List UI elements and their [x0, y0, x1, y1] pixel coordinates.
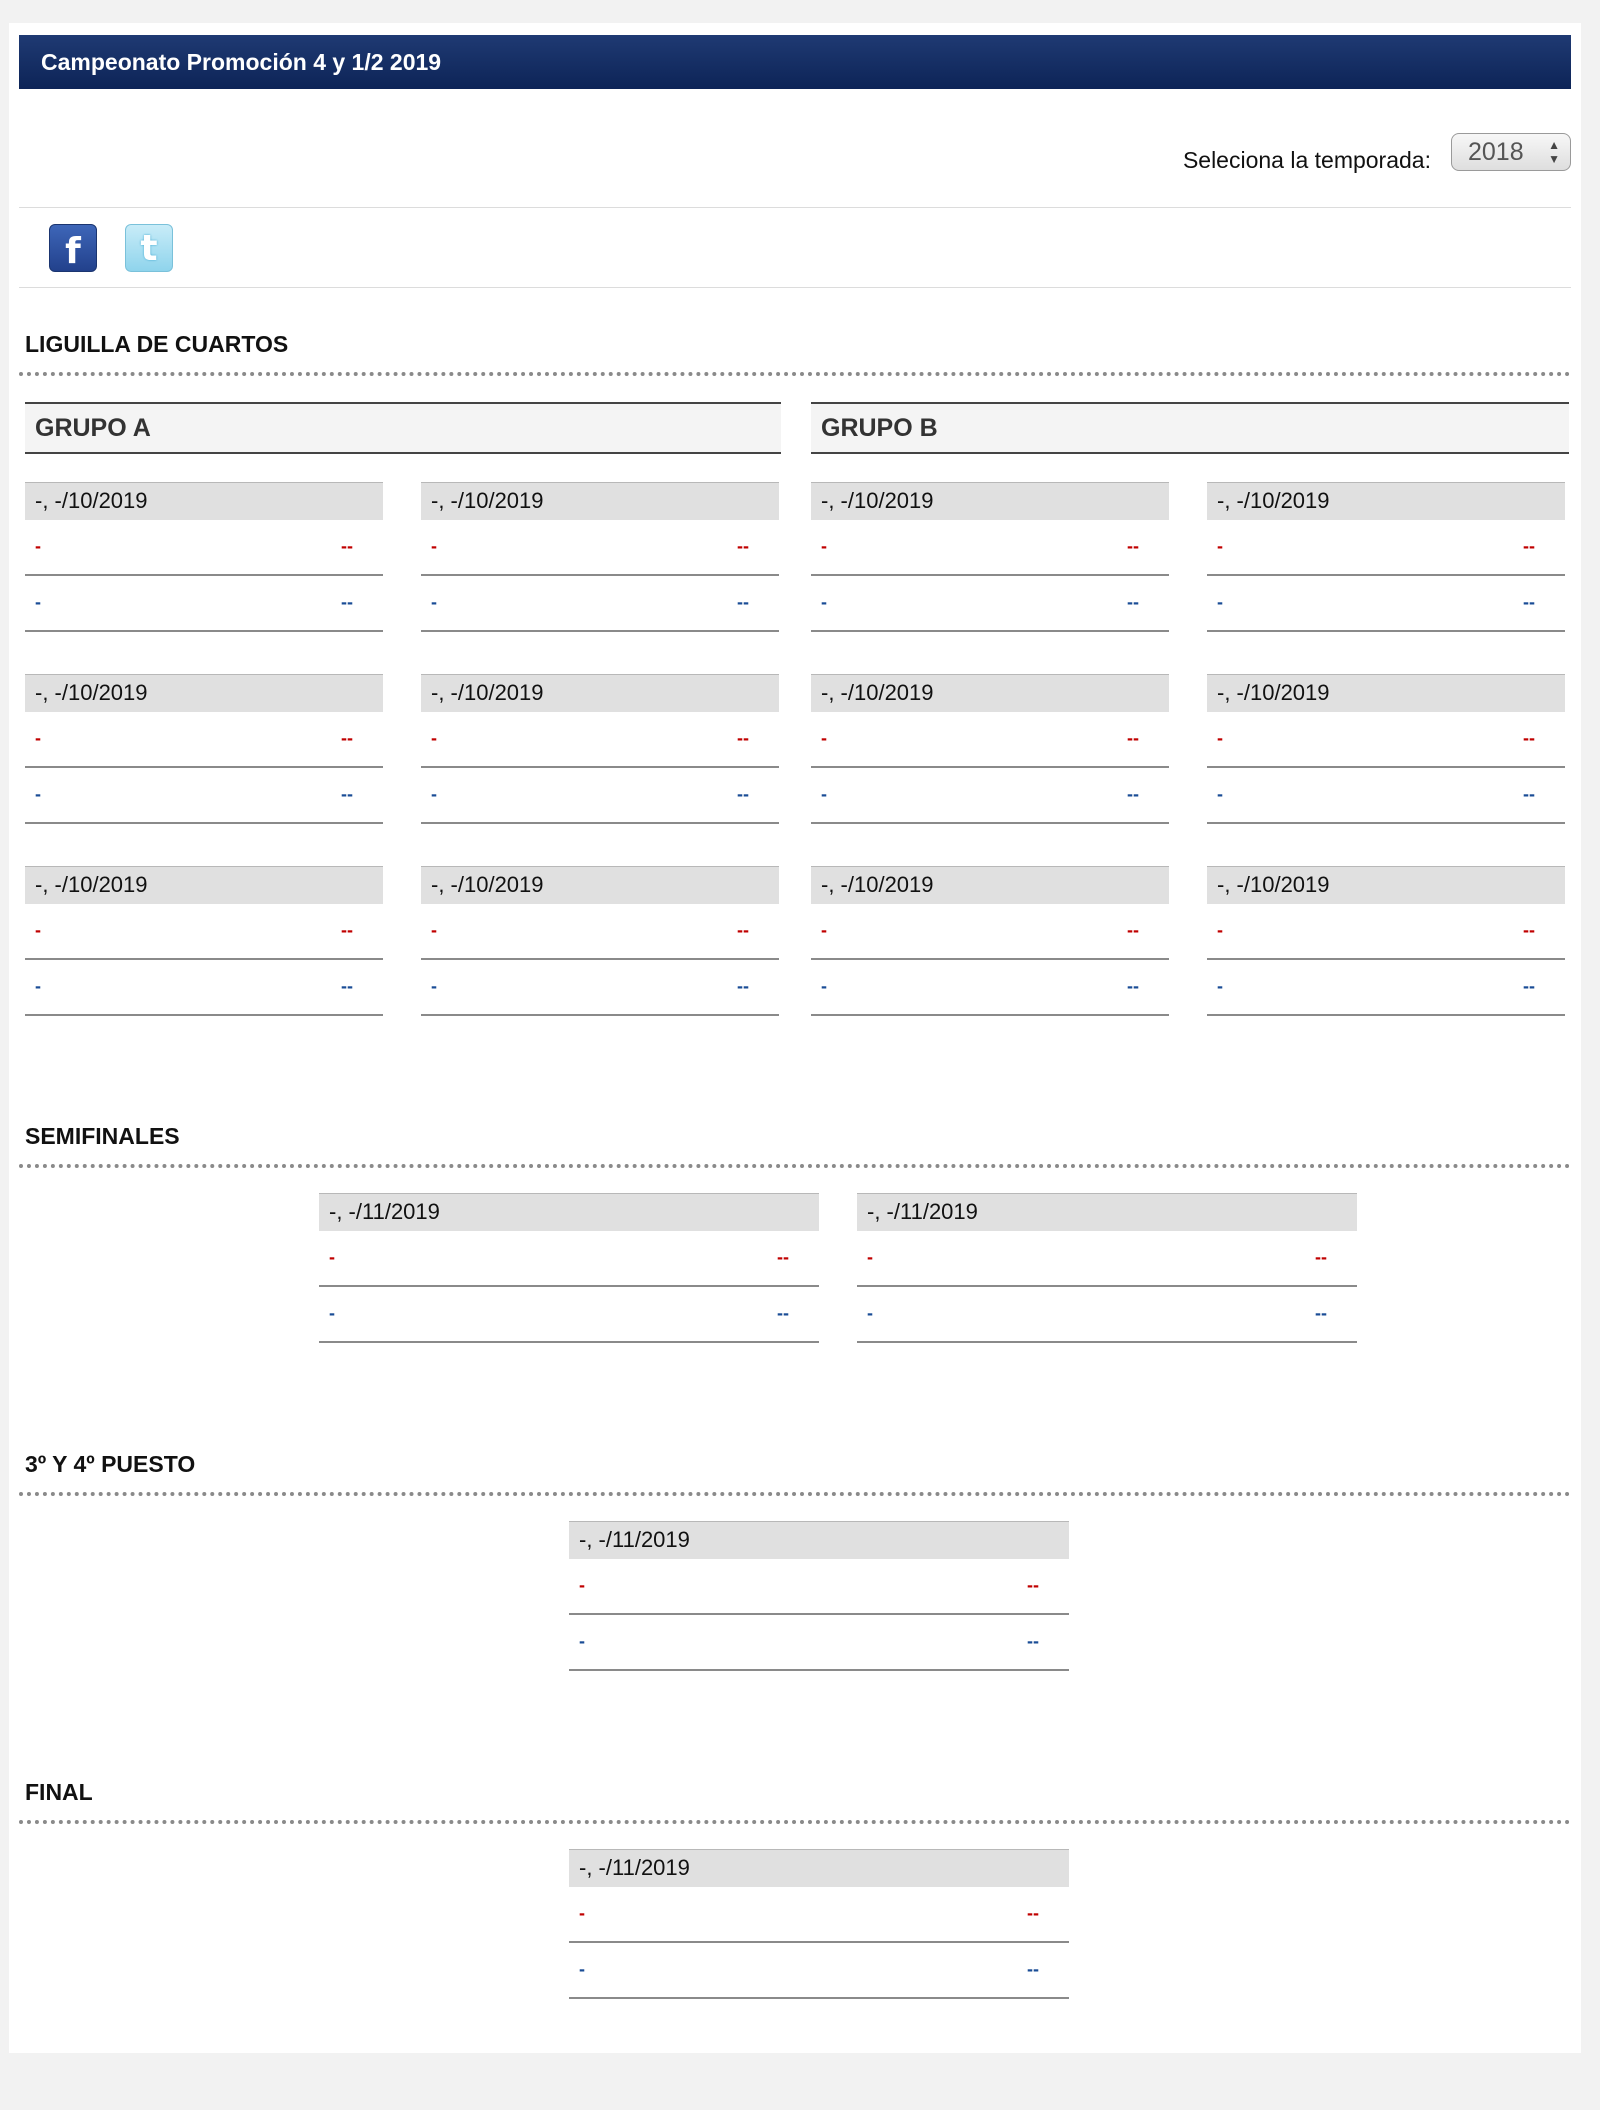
home-team-row — [569, 1559, 1069, 1615]
home-team-row — [811, 520, 1169, 576]
home-team-score: -- — [1127, 728, 1139, 748]
away-team-name: - — [35, 976, 41, 996]
match-date: -, -/10/2019 — [1207, 674, 1565, 712]
match-date: -, -/11/2019 — [857, 1193, 1357, 1231]
match-card — [421, 674, 779, 824]
section-title-third-place: 3º Y 4º PUESTO — [25, 1451, 196, 1477]
away-team-score: -- — [1127, 592, 1139, 612]
match-date: -, -/11/2019 — [569, 1849, 1069, 1887]
away-team-row — [569, 1615, 1069, 1671]
away-team-row — [421, 768, 779, 824]
away-team-row — [25, 960, 383, 1016]
away-team-row — [319, 1287, 819, 1343]
home-team-score: -- — [1523, 728, 1535, 748]
home-team-name: - — [35, 728, 41, 748]
away-team-score: -- — [737, 784, 749, 804]
away-team-name: - — [1217, 784, 1223, 804]
away-team-score: -- — [737, 592, 749, 612]
season-select[interactable] — [1451, 133, 1571, 171]
section-divider — [19, 1164, 1571, 1168]
away-team-name: - — [821, 976, 827, 996]
home-team-score: -- — [1027, 1575, 1039, 1595]
away-team-row — [1207, 576, 1565, 632]
match-card — [811, 674, 1169, 824]
match-date: -, -/11/2019 — [569, 1521, 1069, 1559]
home-team-row — [319, 1231, 819, 1287]
home-team-name: - — [35, 920, 41, 940]
section-divider — [19, 1820, 1571, 1824]
away-team-row — [421, 960, 779, 1016]
away-team-row — [25, 768, 383, 824]
away-team-name: - — [1217, 592, 1223, 612]
match-card — [811, 482, 1169, 632]
match-card — [421, 482, 779, 632]
home-team-score: -- — [1523, 536, 1535, 556]
home-team-name: - — [579, 1575, 585, 1595]
match-card — [857, 1193, 1357, 1343]
page-header — [19, 35, 1571, 89]
away-team-name: - — [1217, 976, 1223, 996]
season-label: Seleciona la temporada: — [1182, 147, 1431, 173]
section-divider — [19, 1492, 1571, 1496]
home-team-name: - — [1217, 728, 1223, 748]
away-team-score: -- — [1027, 1959, 1039, 1979]
away-team-score: -- — [1127, 784, 1139, 804]
section-divider — [19, 372, 1571, 376]
away-team-row — [857, 1287, 1357, 1343]
home-team-score: -- — [1523, 920, 1535, 940]
home-team-score: -- — [341, 920, 353, 940]
home-team-score: -- — [1127, 536, 1139, 556]
facebook-share-button[interactable] — [49, 224, 97, 272]
twitter-share-button[interactable] — [125, 224, 173, 272]
match-card — [25, 866, 383, 1016]
away-team-score: -- — [1127, 976, 1139, 996]
match-date: -, -/10/2019 — [811, 674, 1169, 712]
away-team-name: - — [431, 784, 437, 804]
away-team-score: -- — [777, 1303, 789, 1323]
home-team-score: -- — [737, 536, 749, 556]
away-team-score: -- — [341, 592, 353, 612]
match-date: -, -/10/2019 — [1207, 866, 1565, 904]
home-team-name: - — [431, 536, 437, 556]
home-team-name: - — [431, 728, 437, 748]
home-team-row — [811, 712, 1169, 768]
home-team-score: -- — [1027, 1903, 1039, 1923]
away-team-row — [421, 576, 779, 632]
twitter-icon: t — [140, 227, 158, 269]
group-a-header: GRUPO A — [25, 402, 781, 454]
away-team-name: - — [431, 976, 437, 996]
page-container — [9, 23, 1581, 2053]
home-team-score: -- — [737, 728, 749, 748]
home-team-row — [25, 712, 383, 768]
home-team-row — [569, 1887, 1069, 1943]
match-card — [811, 866, 1169, 1016]
match-card — [25, 674, 383, 824]
match-card — [421, 866, 779, 1016]
section-title-quarters: LIGUILLA DE CUARTOS — [25, 331, 289, 357]
match-date: -, -/10/2019 — [25, 866, 383, 904]
home-team-name: - — [329, 1247, 335, 1267]
match-card — [569, 1521, 1069, 1671]
away-team-row — [1207, 960, 1565, 1016]
away-team-score: -- — [1027, 1631, 1039, 1651]
away-team-name: - — [579, 1959, 585, 1979]
away-team-row — [1207, 768, 1565, 824]
home-team-row — [811, 904, 1169, 960]
away-team-score: -- — [341, 784, 353, 804]
away-team-name: - — [821, 592, 827, 612]
away-team-row — [569, 1943, 1069, 1999]
home-team-name: - — [579, 1903, 585, 1923]
away-team-name: - — [867, 1303, 873, 1323]
home-team-row — [25, 520, 383, 576]
home-team-name: - — [867, 1247, 873, 1267]
home-team-name: - — [1217, 920, 1223, 940]
home-team-score: -- — [341, 728, 353, 748]
section-title-semifinals: SEMIFINALES — [25, 1123, 180, 1149]
home-team-row — [421, 904, 779, 960]
match-card — [1207, 866, 1565, 1016]
home-team-score: -- — [777, 1247, 789, 1267]
match-card — [1207, 482, 1565, 632]
season-select-value: 2018 — [1468, 138, 1524, 166]
home-team-score: -- — [341, 536, 353, 556]
match-date: -, -/10/2019 — [811, 866, 1169, 904]
match-card — [25, 482, 383, 632]
facebook-icon: f — [65, 230, 81, 272]
match-date: -, -/10/2019 — [421, 866, 779, 904]
away-team-row — [811, 768, 1169, 824]
match-date: -, -/10/2019 — [25, 482, 383, 520]
away-team-row — [25, 576, 383, 632]
away-team-score: -- — [1523, 976, 1535, 996]
page-title: Campeonato Promoción 4 y 1/2 2019 — [41, 48, 442, 75]
social-share-row — [19, 208, 1571, 288]
home-team-row — [1207, 520, 1565, 576]
home-team-row — [25, 904, 383, 960]
match-card — [569, 1849, 1069, 1999]
away-team-score: -- — [1523, 592, 1535, 612]
match-date: -, -/11/2019 — [319, 1193, 819, 1231]
select-arrows-icon: ▲ ▼ — [1548, 138, 1560, 166]
away-team-score: -- — [341, 976, 353, 996]
match-card — [1207, 674, 1565, 824]
home-team-row — [857, 1231, 1357, 1287]
away-team-name: - — [431, 592, 437, 612]
home-team-name: - — [431, 920, 437, 940]
match-date: -, -/10/2019 — [1207, 482, 1565, 520]
away-team-score: -- — [1315, 1303, 1327, 1323]
away-team-name: - — [35, 784, 41, 804]
away-team-name: - — [821, 784, 827, 804]
home-team-score: -- — [1127, 920, 1139, 940]
group-b-header: GRUPO B — [811, 402, 1569, 454]
away-team-name: - — [35, 592, 41, 612]
away-team-name: - — [329, 1303, 335, 1323]
home-team-score: -- — [1315, 1247, 1327, 1267]
season-selector-row — [19, 89, 1571, 208]
home-team-row — [1207, 904, 1565, 960]
match-date: -, -/10/2019 — [25, 674, 383, 712]
home-team-name: - — [1217, 536, 1223, 556]
home-team-row — [421, 712, 779, 768]
away-team-score: -- — [737, 976, 749, 996]
away-team-row — [811, 576, 1169, 632]
home-team-name: - — [821, 920, 827, 940]
away-team-row — [811, 960, 1169, 1016]
home-team-row — [421, 520, 779, 576]
match-card — [319, 1193, 819, 1343]
home-team-name: - — [35, 536, 41, 556]
match-date: -, -/10/2019 — [421, 482, 779, 520]
home-team-name: - — [821, 536, 827, 556]
section-title-final: FINAL — [25, 1779, 93, 1805]
home-team-score: -- — [737, 920, 749, 940]
home-team-name: - — [821, 728, 827, 748]
home-team-row — [1207, 712, 1565, 768]
away-team-score: -- — [1523, 784, 1535, 804]
match-date: -, -/10/2019 — [811, 482, 1169, 520]
away-team-name: - — [579, 1631, 585, 1651]
match-date: -, -/10/2019 — [421, 674, 779, 712]
